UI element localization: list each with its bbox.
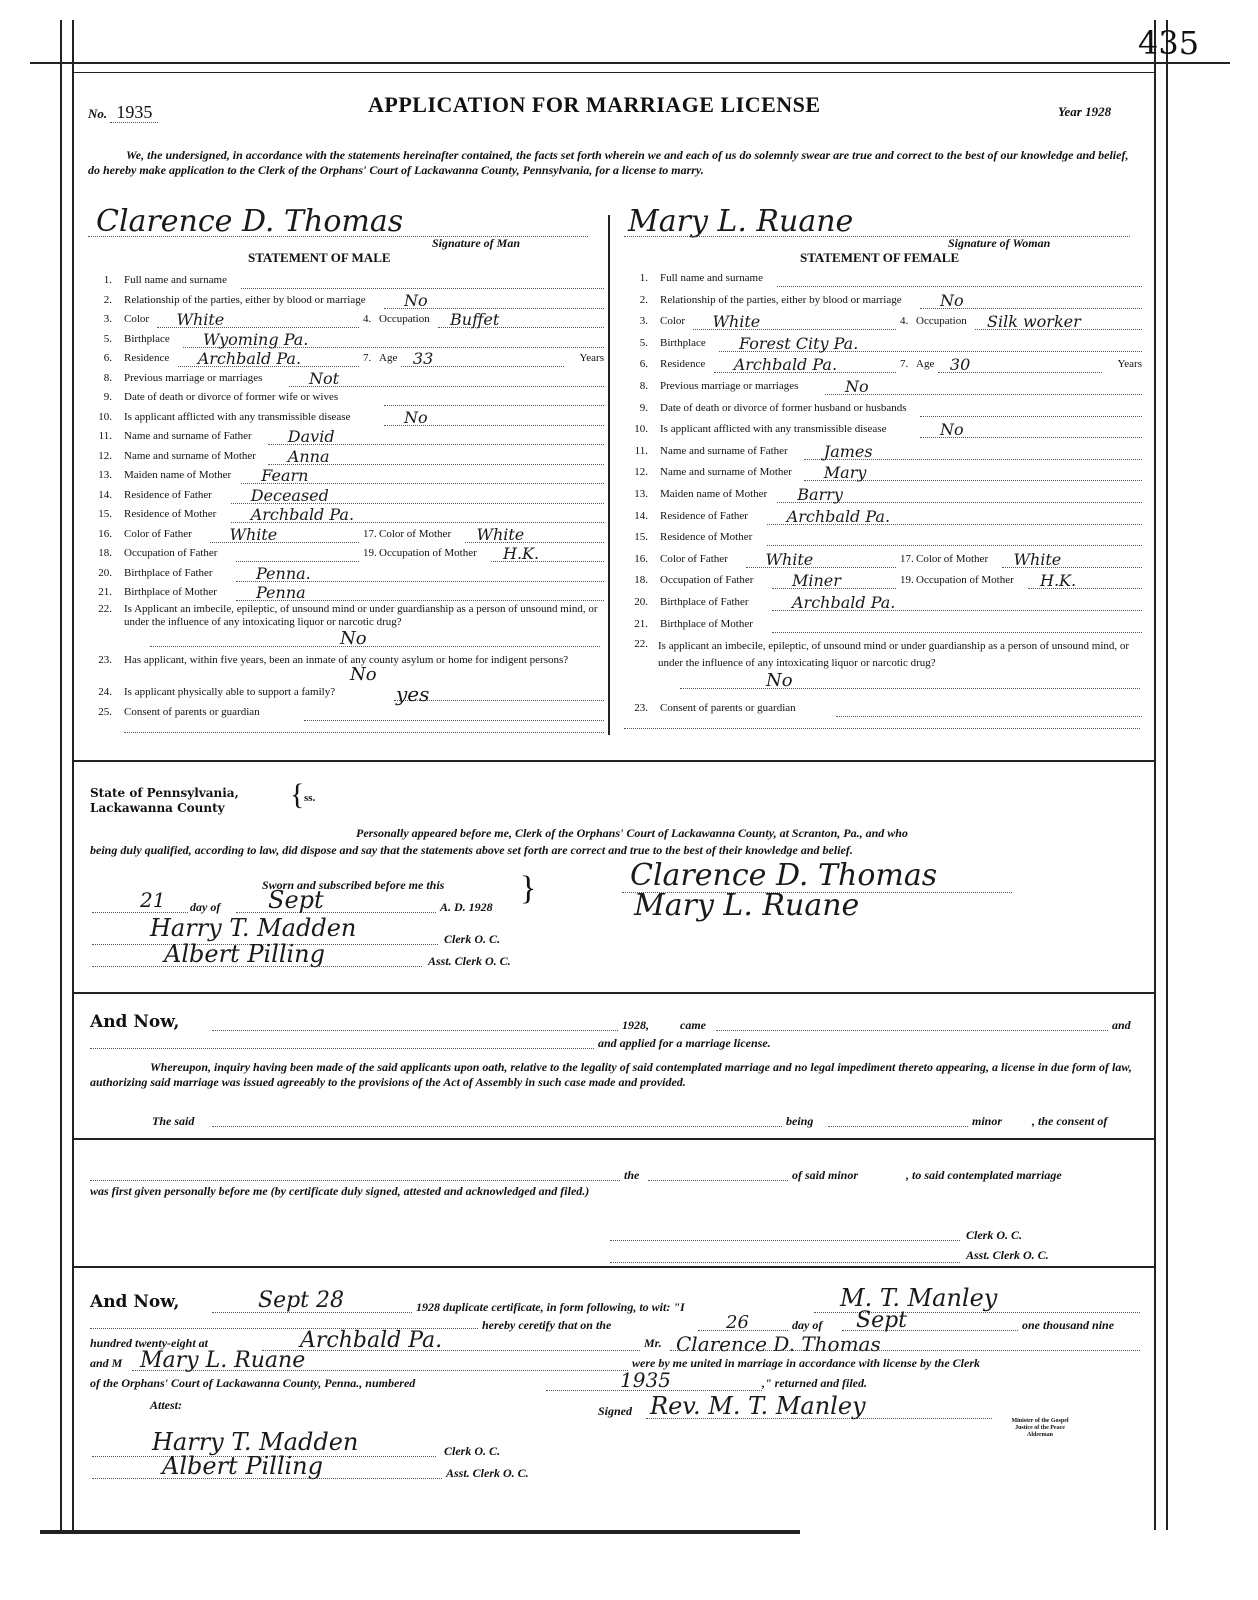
male-row xyxy=(94,391,604,409)
female-q23-label: Consent of parents or guardian xyxy=(660,702,796,714)
and-now-2-asst-sig: Albert Pilling xyxy=(162,1452,323,1480)
male-row xyxy=(94,485,604,507)
male-row-label: Is applicant afflicted with any transmissible disease xyxy=(124,410,351,423)
female-row-value: Archbald Pa. xyxy=(792,593,896,612)
affidavit-day-of: day of xyxy=(190,900,221,914)
male-row-num: 12. xyxy=(98,449,112,462)
male-q23-value: No xyxy=(350,664,377,685)
frame-top xyxy=(30,62,1230,64)
female-row-label: Residence xyxy=(660,358,706,371)
female-row-label2: Occupation xyxy=(916,315,967,328)
female-row xyxy=(630,272,1142,290)
male-row-num: 3. xyxy=(103,313,112,325)
female-row xyxy=(630,593,1142,614)
female-row-num: 1. xyxy=(639,272,648,284)
female-row xyxy=(630,441,1142,463)
affidavit-text-1: Personally appeared before me, Clerk of the Orphans' Court of Lackawanna County, at Scranton, Pa., and who xyxy=(356,826,908,840)
affidavit-month-value: Sept xyxy=(268,886,324,914)
female-row-num: 5. xyxy=(639,336,648,349)
and-now-2-bride-line xyxy=(132,1370,628,1371)
male-row-value2: White xyxy=(476,524,525,544)
and-now-1-year: 1928, xyxy=(622,1018,649,1032)
and-now-2-number-value: 1935 xyxy=(620,1368,671,1392)
male-row-label: Full name and surname xyxy=(124,274,227,286)
female-row-value: No xyxy=(940,290,964,310)
female-row-label: Occupation of Father xyxy=(660,574,754,587)
female-row-num: 9. xyxy=(639,401,648,414)
female-row-num2: 7. xyxy=(900,358,909,371)
male-q25-label: Consent of parents or guardian xyxy=(124,706,260,718)
female-row-value: No xyxy=(940,420,964,440)
and-now-2-title2: Justice of the Peace xyxy=(1015,1425,1065,1431)
female-row-num: 16. xyxy=(634,552,648,565)
affidavit-brace-2: } xyxy=(520,870,537,907)
and-now-2-place-value: Archbald Pa. xyxy=(300,1328,443,1353)
male-q24 xyxy=(94,686,604,704)
column-divider xyxy=(608,215,610,735)
male-q24-label: Is applicant physically able to support a family? xyxy=(124,686,336,698)
and-now-2-day-value: 26 xyxy=(726,1312,749,1333)
affidavit-ss: ss. xyxy=(304,792,316,804)
male-row-num2: 7. xyxy=(363,352,372,364)
and-now-1-line-a xyxy=(212,1030,618,1031)
female-row-label: Name and surname of Mother xyxy=(660,466,792,479)
male-row-num: 10. xyxy=(98,410,112,423)
and-now-2-clerk-sig: Harry T. Madden xyxy=(152,1428,359,1456)
male-row-value: Not xyxy=(309,368,340,388)
section-sep-1 xyxy=(72,760,1156,762)
intro-text: We, the undersigned, in accordance with the statements hereinafter contained, the facts set forth wherein we and each of us do solemnly swear are true and correct to the best of our knowledge and belief, do hereby make application to the Clerk of the Orphans' Court of Lackawanna County, Pennsylvania, for a license to marry. xyxy=(88,148,1129,177)
female-row-num: 14. xyxy=(634,509,648,522)
male-row-num: 21. xyxy=(98,586,112,598)
and-now-2-place-line xyxy=(262,1350,640,1351)
female-row-label: Maiden name of Mother xyxy=(660,488,768,500)
and-now-2-hereby: hereby ceretify that on the xyxy=(482,1318,612,1332)
male-q22-text: Is Applicant an imbecile, epileptic, of unsound mind or under guardianship as a person of unsound mind, or under the influence of any intoxicating liquor or narcotic drug? xyxy=(124,603,598,628)
female-row-value2: White xyxy=(1013,549,1062,569)
male-row-value: Archbald Pa. xyxy=(197,349,302,368)
female-row-label: Relationship of the parties, either by blood or marriage xyxy=(660,293,902,306)
female-row-num2: 19. xyxy=(900,574,914,587)
female-q22-line xyxy=(680,688,1140,689)
affidavit-asst-sig: Albert Pilling xyxy=(164,940,325,968)
female-row-num: 11. xyxy=(634,444,648,457)
male-row-value: Deceased xyxy=(250,485,329,505)
and-now-1-heading: And Now, xyxy=(90,1012,180,1032)
male-row-label2: Age xyxy=(379,352,398,364)
affidavit-state-line1: State of Pennsylvania, xyxy=(90,786,239,800)
female-row-num: 12. xyxy=(634,466,648,479)
header-no-label: No. xyxy=(88,106,108,121)
male-row-label: Birthplace of Mother xyxy=(124,586,217,598)
and-now-2-thousand: one thousand nine xyxy=(1022,1318,1115,1332)
male-row-label: Relationship of the parties, either by blood or marriage xyxy=(124,293,366,306)
male-row-value: No xyxy=(404,407,428,427)
female-row-value: Miner xyxy=(792,571,841,591)
male-row xyxy=(94,349,604,370)
female-row-label2: Occupation of Mother xyxy=(916,574,1014,587)
female-row xyxy=(630,402,1142,420)
male-signature: Clarence D. Thomas xyxy=(96,204,404,239)
female-row-num: 2. xyxy=(639,293,648,306)
male-row-label: Birthplace of Father xyxy=(124,566,213,579)
male-row xyxy=(94,407,604,429)
male-row-num: 8. xyxy=(103,371,112,384)
male-q22-line xyxy=(150,646,600,647)
male-row-num2: 17. xyxy=(363,527,377,540)
male-row-value2: 33 xyxy=(412,349,434,368)
female-row-suffix: Years xyxy=(1117,358,1142,371)
affidavit-asst-line xyxy=(92,966,422,967)
female-row-value: White xyxy=(765,549,814,569)
male-row xyxy=(94,505,604,526)
section-sep-2 xyxy=(72,992,1156,994)
and-now-2-clerk-label: Clerk O. C. xyxy=(444,1444,501,1458)
and-now-2-signed: Signed xyxy=(598,1404,633,1418)
consent-line-a xyxy=(90,1180,620,1181)
section-sep-4 xyxy=(72,1266,1156,1268)
affidavit-asst-label: Asst. Clerk O. C. xyxy=(428,954,511,968)
female-q22-num: 22. xyxy=(634,638,648,650)
and-now-2-date-line xyxy=(212,1312,412,1313)
male-row-value: Anna xyxy=(287,446,330,466)
consent-the: the xyxy=(624,1168,640,1182)
female-q23-num: 23. xyxy=(634,702,648,714)
female-row-value2: 30 xyxy=(949,355,971,375)
female-q22-text: Is applicant an imbecile, epileptic, of unsound mind or under guardianship as a person of unsound mind, or under the influence of any intoxicating liquor or narcotic drug? xyxy=(658,640,1130,669)
female-row-num: 15. xyxy=(634,531,648,544)
male-row-label2: Occupation xyxy=(379,313,430,325)
male-row-value: White xyxy=(229,524,278,544)
female-row-num: 6. xyxy=(639,358,648,371)
header-year: Year 1928 xyxy=(1058,104,1112,119)
and-now-1-the-said: The said xyxy=(152,1114,195,1128)
male-row-suffix: Years xyxy=(579,352,604,364)
and-now-2-asst-line xyxy=(92,1478,442,1479)
consent-to-said: , to said contemplated marriage xyxy=(906,1168,1062,1182)
male-row-value: Archbald Pa. xyxy=(250,505,355,524)
male-q22-num: 22. xyxy=(98,603,112,615)
male-row-value: David xyxy=(287,427,335,446)
and-now-2-signed-line xyxy=(646,1418,992,1419)
and-now-2-orphans: of the Orphans' Court of Lackawanna County, Penna., numbered xyxy=(90,1376,416,1390)
male-row xyxy=(94,446,604,468)
female-row-label: Name and surname of Father xyxy=(660,444,788,457)
male-row-num: 13. xyxy=(98,469,112,481)
affidavit-state xyxy=(90,786,239,816)
and-now-2-text1: 1928 duplicate certificate, in form following, to wit: "I xyxy=(416,1300,685,1314)
female-row-label: Previous marriage or marriages xyxy=(660,380,799,392)
and-now-2-asst-label: Asst. Clerk O. C. xyxy=(446,1466,529,1480)
male-row xyxy=(94,427,604,448)
and-now-2-day-of: day of xyxy=(792,1318,823,1332)
affidavit-clerk-label: Clerk O. C. xyxy=(444,932,501,946)
frame-left-outer xyxy=(60,20,62,1530)
male-row-value: White xyxy=(176,310,225,329)
male-row-label: Color xyxy=(124,313,150,325)
male-row-label: Color of Father xyxy=(124,527,192,540)
male-row-value: Penna. xyxy=(256,563,311,583)
male-q22-value: No xyxy=(340,628,367,649)
and-now-1-line-d xyxy=(212,1126,782,1127)
male-row-num: 9. xyxy=(103,391,112,403)
affidavit-sworn: Sworn and subscribed before me this xyxy=(262,878,445,892)
and-now-2-and-m: and M xyxy=(90,1356,123,1370)
and-now-1-being: being xyxy=(786,1114,814,1128)
frame-right-inner xyxy=(1154,20,1156,1530)
male-row xyxy=(94,544,604,565)
male-row xyxy=(94,310,604,331)
male-row-label: Name and surname of Father xyxy=(124,430,252,442)
consent-clerk: Clerk O. C. xyxy=(966,1228,1023,1242)
male-q23-text: Has applicant, within five years, been an inmate of any county asylum or home for indigent persons? xyxy=(124,654,569,666)
female-row-label: Birthplace of Mother xyxy=(660,617,753,630)
female-row xyxy=(630,506,1142,528)
consent-asst: Asst. Clerk O. C. xyxy=(966,1248,1049,1262)
affidavit-state-line2: Lackawanna County xyxy=(90,801,225,815)
affidavit-brace: { xyxy=(290,778,305,811)
male-row-num: 2. xyxy=(103,293,112,306)
consent-line-b xyxy=(648,1180,788,1181)
male-signature-caption: Signature of Man xyxy=(432,236,521,250)
header-no-value: 1935 xyxy=(110,102,158,123)
and-now-2-attest: Attest: xyxy=(150,1398,182,1412)
consent-of-said-minor: of said minor xyxy=(792,1168,859,1182)
male-row-label: Date of death or divorce of former wife or wives xyxy=(124,391,339,403)
male-row-value: Wyoming Pa. xyxy=(203,329,309,349)
female-row xyxy=(630,420,1142,441)
male-row-num: 16. xyxy=(98,527,112,540)
and-now-2-date-value: Sept 28 xyxy=(258,1288,345,1313)
male-row-value2: Buffet xyxy=(450,310,500,329)
female-q22-value: No xyxy=(766,670,793,691)
male-row-value: Fearn xyxy=(261,466,309,485)
and-now-2-heading: And Now, xyxy=(90,1292,180,1312)
affidavit-sig-man: Clarence D. Thomas xyxy=(630,858,938,893)
female-row xyxy=(630,377,1142,398)
female-row-num2: 4. xyxy=(900,315,909,328)
male-row-num: 11. xyxy=(98,430,112,442)
male-row-value: Penna xyxy=(256,583,306,602)
female-row-num: 21. xyxy=(634,617,648,630)
female-row-value: Mary xyxy=(823,463,867,483)
affidavit-sig-woman: Mary L. Ruane xyxy=(634,888,860,923)
female-row xyxy=(630,355,1142,376)
female-row-label: Residence of Mother xyxy=(660,531,753,544)
and-now-2-groom-line xyxy=(670,1350,1140,1351)
male-row-label: Residence of Mother xyxy=(124,508,217,520)
affidavit-ad: A. D. 1928 xyxy=(440,900,493,914)
male-row-num: 15. xyxy=(98,508,112,520)
female-row-label: Full name and surname xyxy=(660,272,763,284)
male-q25 xyxy=(94,706,604,724)
male-row-label: Residence xyxy=(124,352,170,364)
female-q23 xyxy=(630,702,1142,720)
female-row-num: 3. xyxy=(639,315,648,328)
female-signature-caption: Signature of Woman xyxy=(948,236,1051,250)
male-end-line xyxy=(124,732,604,733)
female-row-label2: Color of Mother xyxy=(916,552,989,565)
consent-clerk-line xyxy=(610,1240,960,1241)
and-now-2-day-line xyxy=(698,1330,788,1331)
frame-right-outer xyxy=(1166,20,1168,1530)
female-row xyxy=(630,312,1142,333)
female-row-num: 20. xyxy=(634,596,648,608)
male-q24-num: 24. xyxy=(98,686,112,698)
female-row xyxy=(630,333,1142,355)
male-row xyxy=(94,290,604,312)
and-now-2-returned: ," returned and filed. xyxy=(762,1376,867,1390)
female-row-label: Color xyxy=(660,315,686,328)
affidavit-day-value: 21 xyxy=(140,888,166,912)
male-row xyxy=(94,466,604,487)
and-now-2-number-line xyxy=(546,1390,762,1391)
female-row xyxy=(630,463,1142,484)
male-row-num: 6. xyxy=(103,352,112,364)
male-row-num: 14. xyxy=(98,488,112,501)
and-now-2-month-value: Sept xyxy=(856,1308,908,1333)
male-row xyxy=(94,329,604,351)
female-row-value: Forest City Pa. xyxy=(739,333,859,353)
male-row-value2: H.K. xyxy=(503,544,540,563)
male-row-label: Previous marriage or marriages xyxy=(124,371,263,384)
female-row-label: Color of Father xyxy=(660,552,728,565)
and-now-2-hundred: hundred twenty-eight at xyxy=(90,1336,209,1350)
female-row-value: White xyxy=(712,312,761,332)
male-row-num: 20. xyxy=(98,566,112,579)
male-q24-value: yes xyxy=(396,682,430,706)
male-row-num: 5. xyxy=(103,332,112,345)
female-row-label: Birthplace xyxy=(660,336,706,349)
and-now-1-minor: minor xyxy=(972,1114,1003,1128)
and-now-2-title3: Alderman xyxy=(1027,1432,1053,1438)
and-now-2-signed-value: Rev. M. T. Manley xyxy=(650,1392,866,1420)
male-row-num2: 4. xyxy=(363,313,372,325)
male-row xyxy=(94,563,604,585)
page-number: 435 xyxy=(1138,24,1200,62)
male-q25-num: 25. xyxy=(98,706,112,718)
male-row-num: 18. xyxy=(98,547,112,559)
female-row-num: 13. xyxy=(634,488,648,500)
female-row-num2: 17. xyxy=(900,552,914,565)
male-row-num: 1. xyxy=(103,274,112,286)
female-end-line xyxy=(624,728,1140,729)
affidavit-clerk-sig: Harry T. Madden xyxy=(150,914,357,942)
male-row-label: Occupation of Father xyxy=(124,547,218,559)
female-row xyxy=(630,571,1142,592)
and-now-2-united: were by me united in marriage in accordance with license by the Clerk xyxy=(632,1356,980,1370)
frame-left-inner xyxy=(72,20,74,1530)
female-row xyxy=(630,290,1142,312)
female-row-num: 10. xyxy=(634,423,648,436)
female-row-label: Is applicant afflicted with any transmissible disease xyxy=(660,423,887,436)
and-now-1-line-e xyxy=(828,1126,968,1127)
consent-line2: was first given personally before me (by certificate duly signed, attested and acknowledged and filed.) xyxy=(90,1184,590,1198)
female-row-value: Archbald Pa. xyxy=(786,506,891,526)
and-now-2-minister-value: M. T. Manley xyxy=(840,1284,998,1312)
affidavit-text-2: being duly qualified, according to law, did dispose and say that the statements above set forth are correct and true to the best of their knowledge and belief. xyxy=(90,843,853,857)
male-row-num2: 19. xyxy=(363,547,377,559)
female-row-value: Archbald Pa. xyxy=(733,355,838,375)
affidavit-month-line xyxy=(236,912,436,913)
female-row-label: Date of death or divorce of former husband or husbands xyxy=(660,401,907,414)
and-now-1-line-c xyxy=(90,1048,594,1049)
and-now-2-groom-value: Clarence D. Thomas xyxy=(676,1332,881,1356)
and-now-2-mr: Mr. xyxy=(644,1336,662,1350)
female-row-num: 18. xyxy=(634,574,648,587)
and-now-1-came: came xyxy=(680,1018,706,1032)
header-title: APPLICATION FOR MARRIAGE LICENSE xyxy=(368,92,821,117)
affidavit-day-line xyxy=(92,912,188,913)
female-row-value2: H.K. xyxy=(1040,571,1077,591)
female-row-label: Residence of Father xyxy=(660,509,748,522)
male-row xyxy=(94,524,604,546)
male-heading: STATEMENT OF MALE xyxy=(248,250,391,265)
and-now-1-applied: and applied for a marriage license. xyxy=(598,1036,771,1050)
female-row-num: 8. xyxy=(639,380,648,392)
frame-bottom xyxy=(40,1530,800,1534)
consent-asst-line xyxy=(610,1262,960,1263)
female-signature: Mary L. Ruane xyxy=(628,204,854,239)
female-row-value: No xyxy=(845,377,869,396)
female-row xyxy=(630,549,1142,571)
and-now-2-title1: Minister of the Gospel xyxy=(1011,1418,1069,1424)
and-now-1-whereupon: Whereupon, inquiry having been made of the said applicants upon oath, relative to the legality of said contemplated marriage and no legal impediment thereto appearing, a license in due form of law, authorizing said marriage was issued agreeably to the provisions of the Act of Assembly in such case made and provided. xyxy=(90,1060,1132,1089)
female-signature-line xyxy=(624,236,1130,237)
male-row-label: Birthplace xyxy=(124,332,170,345)
section-sep-3 xyxy=(72,1138,1156,1140)
female-row-value2: Silk worker xyxy=(987,312,1081,332)
female-row-value: James xyxy=(823,441,873,461)
male-row-value: No xyxy=(404,290,428,310)
male-row xyxy=(94,368,604,390)
and-now-1-and: and xyxy=(1112,1018,1131,1032)
female-row xyxy=(630,618,1142,636)
and-now-2-month-line xyxy=(842,1330,1018,1331)
male-row-label: Name and surname of Mother xyxy=(124,449,256,462)
female-row-value: Barry xyxy=(797,485,843,504)
and-now-1-line-b xyxy=(716,1030,1108,1031)
and-now-2-bride-value: Mary L. Ruane xyxy=(140,1348,306,1373)
male-row-label: Residence of Father xyxy=(124,488,212,501)
female-row xyxy=(630,485,1142,506)
male-row xyxy=(94,274,604,292)
male-row-label: Maiden name of Mother xyxy=(124,469,232,481)
female-row-label2: Age xyxy=(916,358,935,371)
female-row xyxy=(630,531,1142,549)
female-heading: STATEMENT OF FEMALE xyxy=(800,250,960,265)
male-row-label2: Occupation of Mother xyxy=(379,547,477,559)
male-row-label2: Color of Mother xyxy=(379,527,452,540)
and-now-1-consent-of: , the consent of xyxy=(1032,1114,1108,1128)
female-row-label: Birthplace of Father xyxy=(660,596,749,608)
and-now-2-titles xyxy=(1000,1418,1080,1439)
frame-top-2 xyxy=(72,72,1156,73)
male-row xyxy=(94,583,604,604)
header-no xyxy=(88,102,158,123)
male-q23-num: 23. xyxy=(98,654,112,666)
